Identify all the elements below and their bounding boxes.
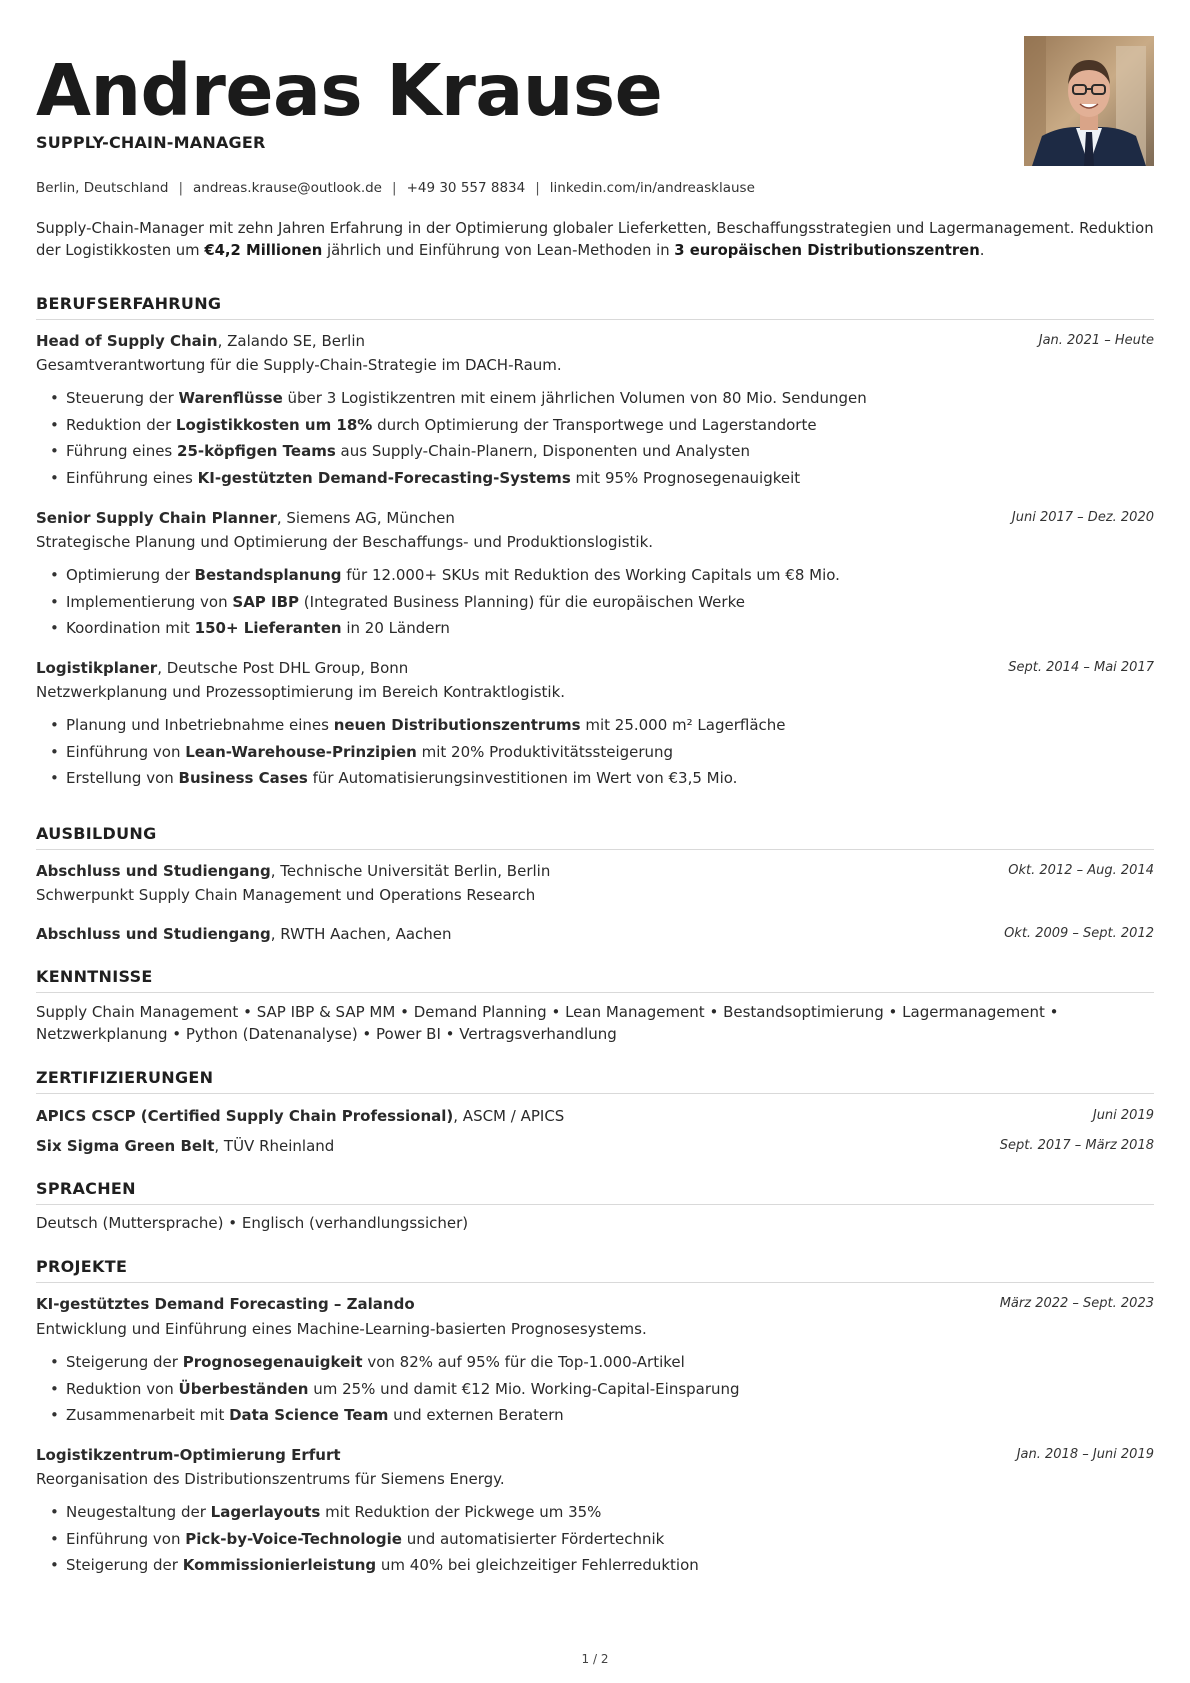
list-item: • Reduktion von Überbeständen um 25% und damit €12 Mio. Working-Capital-Einsparung [66, 1376, 740, 1403]
contact-separator: | [392, 180, 397, 196]
education-date: Okt. 2009 – Sept. 2012 [1004, 926, 1154, 941]
contact-phone[interactable]: +49 30 557 8834 [406, 180, 526, 196]
certification-name: APICS CSCP (Certified Supply Chain Professional) [36, 1107, 454, 1125]
project-entry-head [36, 1294, 1154, 1314]
project-bullets [36, 1499, 699, 1579]
experience-description: Strategische Planung und Optimierung der Beschaffungs- und Produktionslogistik. [36, 533, 654, 551]
education-degree: Abschluss und Studiengang [36, 925, 271, 943]
education-entry-head [36, 861, 1154, 881]
certification-date: Juni 2019 [1092, 1108, 1154, 1123]
education-org: , RWTH Aachen, Aachen [270, 925, 452, 943]
experience-entry-head [36, 508, 1154, 528]
candidate-name: Andreas Krause [36, 49, 663, 132]
section-title-skills: KENNTNISSE [36, 967, 1154, 993]
experience-role: Logistikplaner [36, 659, 158, 677]
education-description: Schwerpunkt Supply Chain Management und Operations Research [36, 886, 536, 904]
profile-summary [36, 218, 1154, 262]
list-item: • Führung eines 25-köpfigen Teams aus Supply-Chain-Planern, Disponenten und Analysten [66, 438, 867, 465]
experience-bullets [36, 562, 840, 642]
list-item: • Einführung eines KI-gestützten Demand-Forecasting-Systems mit 95% Prognosegenauigkeit [66, 465, 867, 492]
project-date: März 2022 – Sept. 2023 [999, 1296, 1154, 1311]
list-item: • Koordination mit 150+ Lieferanten in 20 Ländern [66, 615, 840, 642]
contact-separator: | [178, 180, 184, 196]
project-description: Reorganisation des Distributionszentrums für Siemens Energy. [36, 1470, 505, 1488]
list-item: • Einführung von Pick-by-Voice-Technologie und automatisierter Fördertechnik [66, 1526, 699, 1553]
list-item: • Neugestaltung der Lagerlayouts mit Reduktion der Pickwege um 35% [66, 1499, 699, 1526]
contact-location: Berlin, Deutschland [36, 180, 169, 196]
certification-org: , TÜV Rheinland [214, 1137, 335, 1155]
list-item: • Zusammenarbeit mit Data Science Team und externen Beratern [66, 1402, 740, 1429]
education-degree: Abschluss und Studiengang [36, 862, 271, 880]
job-title: SUPPLY-CHAIN-MANAGER [36, 133, 266, 152]
section-title-languages: SPRACHEN [36, 1179, 1154, 1205]
project-name: Logistikzentrum-Optimierung Erfurt [36, 1446, 341, 1464]
experience-bullets [36, 712, 786, 792]
list-item: • Einführung von Lean-Warehouse-Prinzipien mit 20% Produktivitätssteigerung [66, 739, 786, 766]
contact-linkedin[interactable]: linkedin.com/in/andreasklause [549, 180, 755, 196]
experience-org: , Deutsche Post DHL Group, Bonn [157, 659, 409, 677]
experience-entry-head [36, 658, 1154, 678]
summary-text: . [979, 242, 985, 259]
experience-date: Jan. 2021 – Heute [1038, 333, 1154, 348]
experience-org: , Zalando SE, Berlin [217, 332, 365, 350]
resume-page [36, 0, 1154, 1683]
summary-text: jährlich und Einführung von Lean-Methoden in [322, 242, 675, 259]
list-item: • Erstellung von Business Cases für Automatisierungsinvestitionen im Wert von €3,5 Mio. [66, 765, 786, 792]
certification-org: , ASCM / APICS [453, 1107, 565, 1125]
summary-text: Supply-Chain-Manager mit zehn Jahren Erfahrung in der Optimierung globaler Lieferketten, Beschaffungsstrategien und Lagermanagement. Reduktion der Logistikkosten um [36, 220, 1154, 259]
certification-entry [36, 1136, 1154, 1156]
project-entry-head [36, 1445, 1154, 1465]
section-title-experience: BERUFSERFAHRUNG [36, 294, 1154, 320]
experience-bullets [36, 385, 867, 491]
education-org: , Technische Universität Berlin, Berlin [270, 862, 551, 880]
list-item: • Implementierung von SAP IBP (Integrated Business Planning) für die europäischen Werke [66, 589, 840, 616]
project-name: KI-gestütztes Demand Forecasting – Zalando [36, 1295, 415, 1313]
list-item: • Steigerung der Prognosegenauigkeit von 82% auf 95% für die Top-1.000-Artikel [66, 1349, 740, 1376]
experience-date: Juni 2017 – Dez. 2020 [1011, 510, 1154, 525]
contact-separator: | [535, 180, 540, 196]
list-item: • Steigerung der Kommissionierleistung um 40% bei gleichzeitiger Fehlerreduktion [66, 1552, 699, 1579]
list-item: • Reduktion der Logistikkosten um 18% durch Optimierung der Transportwege und Lagerstandorte [66, 412, 867, 439]
contact-email[interactable]: andreas.krause@outlook.de [193, 180, 382, 196]
skills-list: Supply Chain Management • SAP IBP & SAP MM • Demand Planning • Lean Management • Bestandsoptimierung • Lagermanagement • Netzwerkplanung • Python (Datenanalyse) • Power BI • Vertragsverhandlung [36, 1003, 1059, 1043]
experience-description: Gesamtverantwortung für die Supply-Chain-Strategie im DACH-Raum. [36, 356, 562, 374]
section-title-projects: PROJEKTE [36, 1257, 1154, 1283]
contact-line [36, 180, 755, 196]
experience-entry-head [36, 331, 1154, 351]
profile-photo-icon [1024, 36, 1154, 166]
project-date: Jan. 2018 – Juni 2019 [1016, 1447, 1154, 1462]
project-bullets [36, 1349, 740, 1429]
education-entry-head [36, 924, 1154, 944]
experience-description: Netzwerkplanung und Prozessoptimierung im Bereich Kontraktlogistik. [36, 683, 566, 701]
profile-photo [1024, 36, 1154, 166]
experience-role: Head of Supply Chain [36, 332, 218, 350]
languages-list: Deutsch (Muttersprache) • Englisch (verhandlungssicher) [36, 1214, 469, 1232]
section-title-education: AUSBILDUNG [36, 824, 1154, 850]
list-item: • Steuerung der Warenflüsse über 3 Logistikzentren mit einem jährlichen Volumen von 80 Mio. Sendungen [66, 385, 867, 412]
education-date: Okt. 2012 – Aug. 2014 [1008, 863, 1154, 878]
experience-role: Senior Supply Chain Planner [36, 509, 277, 527]
certification-name: Six Sigma Green Belt [36, 1137, 215, 1155]
certification-entry [36, 1106, 1154, 1126]
summary-highlight: 3 europäischen Distributionszentren [674, 242, 980, 259]
page-number: 1 / 2 [581, 1652, 609, 1666]
certification-date: Sept. 2017 – März 2018 [999, 1138, 1154, 1153]
summary-highlight: €4,2 Millionen [204, 242, 323, 259]
experience-date: Sept. 2014 – Mai 2017 [1008, 660, 1154, 675]
list-item: • Optimierung der Bestandsplanung für 12.000+ SKUs mit Reduktion des Working Capitals um €8 Mio. [66, 562, 840, 589]
project-description: Entwicklung und Einführung eines Machine-Learning-basierten Prognosesystems. [36, 1320, 647, 1338]
experience-org: , Siemens AG, München [276, 509, 455, 527]
list-item: • Planung und Inbetriebnahme eines neuen Distributionszentrums mit 25.000 m² Lagerfläche [66, 712, 786, 739]
section-title-certifications: ZERTIFIZIERUNGEN [36, 1068, 1154, 1094]
